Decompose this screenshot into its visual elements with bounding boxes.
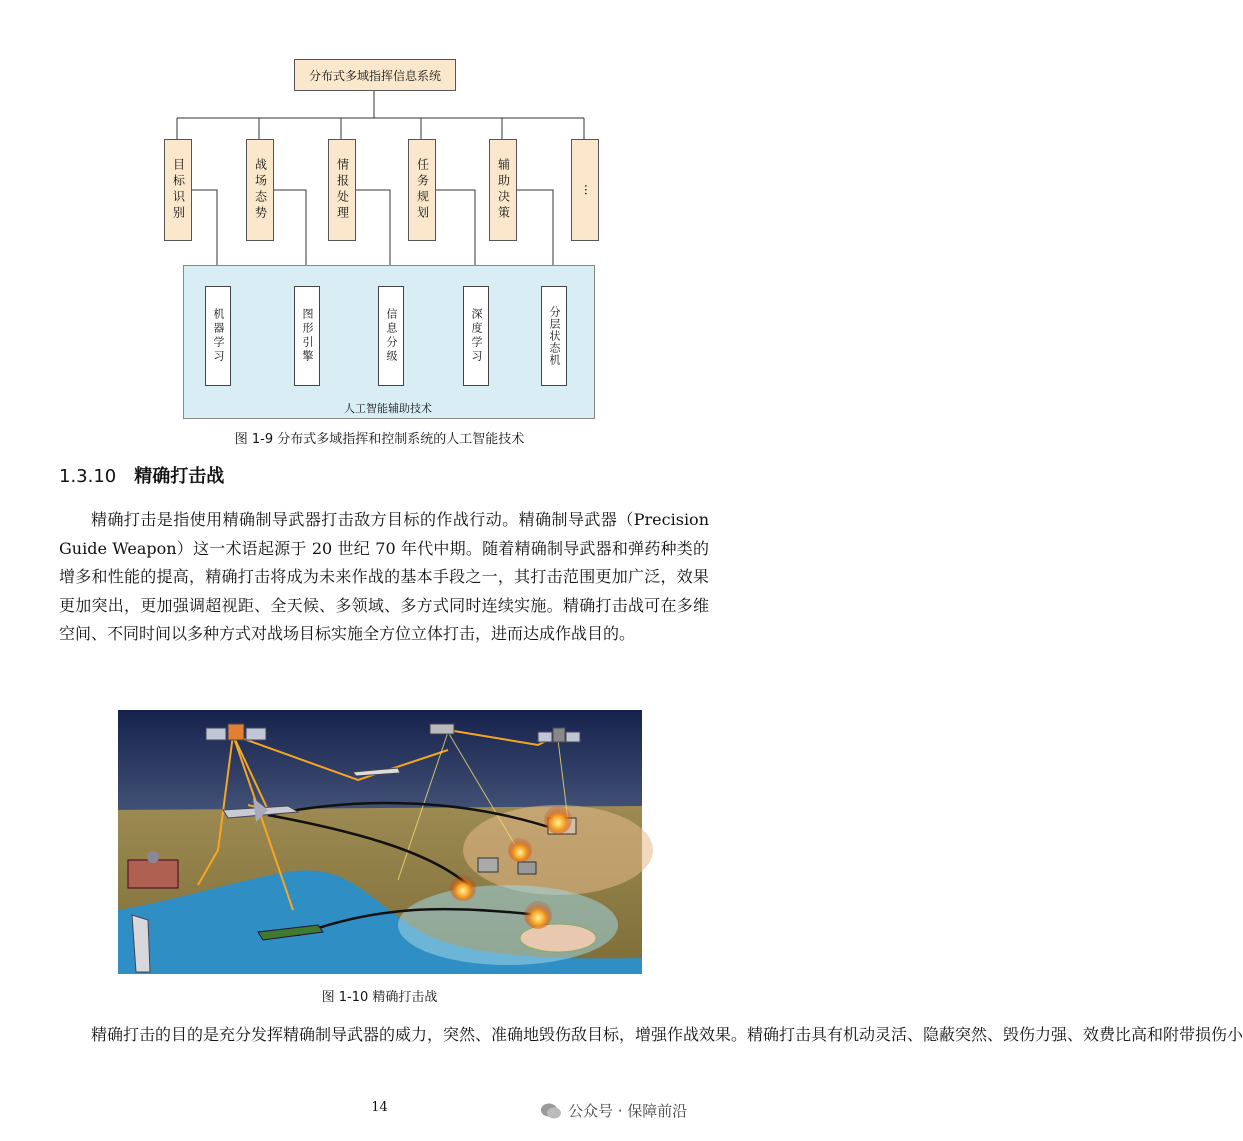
precision-strike-illustration xyxy=(118,710,642,974)
ai-box-info-grading xyxy=(378,286,404,386)
ai-box-machine-learning xyxy=(205,286,231,386)
figure-1-9-caption: 图 1-9 分布式多域指挥和控制系统的人工智能技术 xyxy=(234,432,525,447)
page-number: 14 xyxy=(371,1100,388,1115)
figure-1-10-caption: 图 1-10 精确打击战 xyxy=(321,990,438,1005)
section-title: 精确打击战 xyxy=(134,466,225,487)
function-label: 目标识别 xyxy=(171,158,186,222)
ai-box-graphics-engine xyxy=(294,286,320,386)
ai-label: 信息分级 xyxy=(385,308,398,364)
function-box-intelligence-processing xyxy=(328,139,356,241)
ai-label: 机器学习 xyxy=(212,308,225,364)
section-heading xyxy=(59,462,224,488)
ai-panel-label: 人工智能辅助技术 xyxy=(344,402,432,415)
paragraph-2-text: 精确打击的目的是充分发挥精确制导武器的威力，突然、准确地毁伤敌目标，增强作战效果。精确打击具有机动灵活、隐蔽突然、毁伤力强、效费比高和附带损伤小 xyxy=(91,1025,1243,1044)
function-label: 情报处理 xyxy=(335,158,350,222)
function-label: 任务规划 xyxy=(415,158,430,222)
ai-label: 图形引擎 xyxy=(301,308,314,364)
ai-label: 深度学习 xyxy=(470,308,483,364)
function-box-target-recognition xyxy=(164,139,192,241)
function-box-battlefield-situation xyxy=(246,139,274,241)
system-title-box: 分布式多域指挥信息系统 xyxy=(294,59,456,91)
function-label: 辅助决策 xyxy=(496,158,511,222)
function-box-more xyxy=(571,139,599,241)
section-number: 1.3.10 xyxy=(59,466,117,487)
paragraph-2 xyxy=(59,1021,1243,1050)
function-label: 战场态势 xyxy=(253,158,268,222)
paragraph-1-text: 精确打击是指使用精确制导武器打击敌方目标的作战行动。精确制导武器（Precision Guide Weapon）这一术语起源于 20 世纪 70 年代中期。随着精确制导武器和弹药种类的增多和性能的提高，精确打击将成为未来作战的基本手段之一，其打击范围更加广泛，效果更加突出，更加强调超视距、全天候、多领域、多方式同时连续实施。精确打击战可在多维空间、不同时间以多种方式对战场目标实施全方位立体打击，进而达成作战目的。 xyxy=(59,510,709,644)
ai-box-hierarchical-state-machine xyxy=(541,286,567,386)
function-box-decision-support xyxy=(489,139,517,241)
ai-label: 分层状态机 xyxy=(548,306,561,366)
function-box-mission-planning xyxy=(408,139,436,241)
watermark-text: 公众号 · 保障前沿 xyxy=(568,1102,688,1120)
function-label: ··· xyxy=(578,184,593,196)
wechat-icon xyxy=(540,1102,562,1120)
paragraph-1 xyxy=(59,506,709,649)
watermark xyxy=(540,1100,687,1121)
ai-box-deep-learning xyxy=(463,286,489,386)
